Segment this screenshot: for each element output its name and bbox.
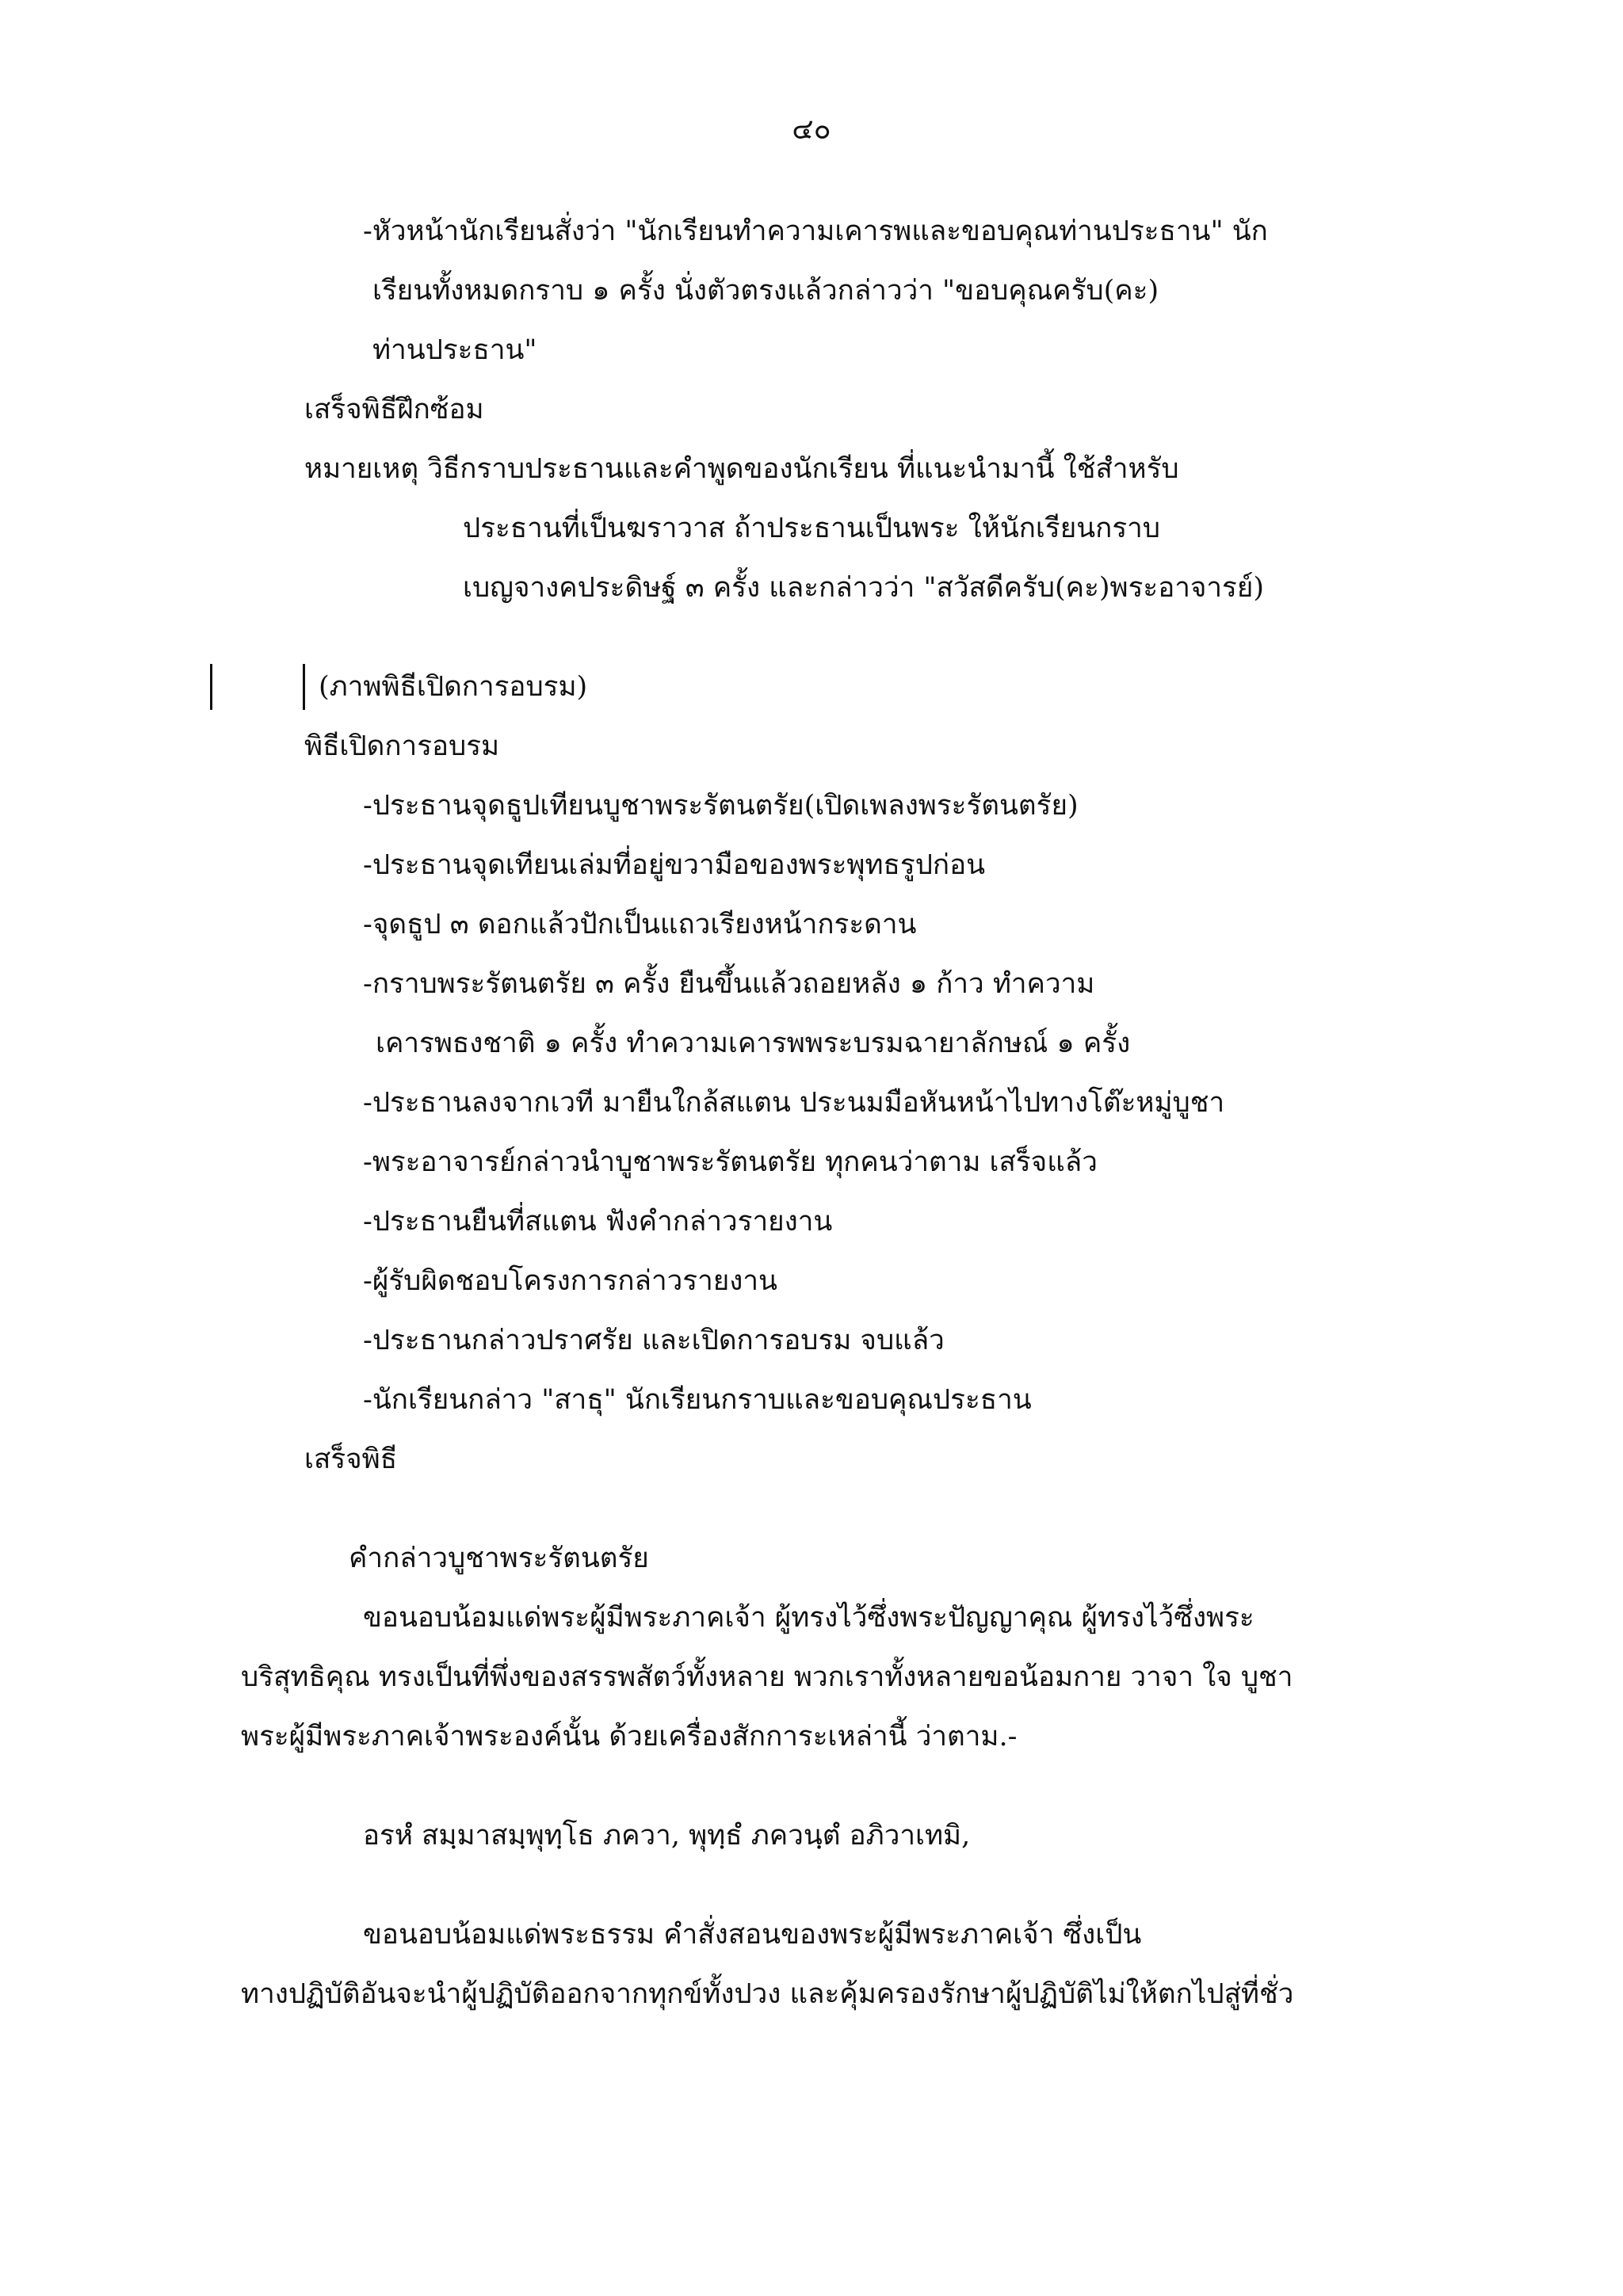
text-line: ประธานที่เป็นฆราวาส ถ้าประธานเป็นพระ ให้นักเรียนกราบ (463, 513, 1160, 544)
text-line: เสร็จพิธี (304, 1444, 398, 1475)
text-line: -ประธานจุดธูปเทียนบูชาพระรัตนตรัย(เปิดเพลงพระรัตนตรัย) (363, 790, 1079, 822)
text-line: บริสุทธิคุณ ทรงเป็นที่พึ่งของสรรพสัตว์ทั้งหลาย พวกเราทั้งหลายขอน้อมกาย วาจา ใจ บูชา (241, 1661, 1293, 1693)
text-line: -จุดธูป ๓ ดอกแล้วปักเป็นแถวเรียงหน้ากระดาน (363, 909, 917, 940)
text-line: เรียนทั้งหมดกราบ ๑ ครั้ง นั่งตัวตรงแล้วกล่าวว่า "ขอบคุณครับ(คะ) (372, 275, 1159, 307)
text-line: -ประธานยืนที่สแตน ฟังคำกล่าวรายงาน (363, 1206, 833, 1238)
text-line: ขอนอบน้อมแด่พระธรรม คำสั่งสอนของพระผู้มีพระภาคเจ้า ซึ่งเป็น (363, 1919, 1142, 1951)
section-heading: พิธีเปิดการอบรม (304, 730, 500, 762)
pali-verse: อรหํ สมฺมาสมฺพุทฺโธ ภควา, พุทฺธํ ภควนฺตํ อภิวาเทมิ, (363, 1820, 971, 1852)
image-caption: (ภาพพิธีเปิดการอบรม) (319, 671, 588, 703)
text-line: ท่านประธาน" (372, 334, 537, 366)
text-line: ทางปฏิบัติอันจะนำผู้ปฏิบัติออกจากทุกข์ทั้งปวง และคุ้มครองรักษาผู้ปฏิบัติไม่ให้ตกไปสู่ที่ชั่ว (241, 1978, 1294, 2010)
margin-bar (210, 664, 212, 710)
text-line: -ผู้รับผิดชอบโครงการกล่าวรายงาน (363, 1265, 777, 1297)
margin-bar (303, 664, 305, 710)
text-line: เบญจางคประดิษฐ์ ๓ ครั้ง และกล่าวว่า "สวัสดีครับ(คะ)พระอาจารย์) (463, 572, 1265, 604)
text-line: -หัวหน้านักเรียนสั่งว่า "นักเรียนทำความเคารพและขอบคุณท่านประธาน" นัก (363, 215, 1268, 247)
text-line: พระผู้มีพระภาคเจ้าพระองค์นั้น ด้วยเครื่องสักการะเหล่านี้ ว่าตาม.- (241, 1721, 1018, 1753)
text-line: เสร็จพิธีฝึกซ้อม (304, 394, 484, 425)
text-line: -ประธานจุดเทียนเล่มที่อยู่ขวามือของพระพุทธรูปก่อน (363, 849, 986, 881)
text-line: หมายเหตุ วิธีกราบประธานและคำพูดของนักเรียน ที่แนะนำมานี้ ใช้สำหรับ (304, 453, 1179, 485)
text-line: -นักเรียนกล่าว "สาธุ" นักเรียนกราบและขอบคุณประธาน (363, 1384, 1032, 1416)
page-number: ๔๐ (792, 113, 831, 146)
text-line: -กราบพระรัตนตรัย ๓ ครั้ง ยืนขึ้นแล้วถอยหลัง ๑ ก้าว ทำความ (363, 968, 1095, 1000)
section-heading: คำกล่าวบูชาพระรัตนตรัย (349, 1543, 649, 1574)
text-line: -ประธานลงจากเวที มายืนใกล้สแตน ประนมมือหันหน้าไปทางโต๊ะหมู่บูชา (363, 1087, 1225, 1119)
text-line: เคารพธงชาติ ๑ ครั้ง ทำความเคารพพระบรมฉายาลักษณ์ ๑ ครั้ง (376, 1028, 1131, 1059)
text-line: -ประธานกล่าวปราศรัย และเปิดการอบรม จบแล้ว (363, 1325, 945, 1356)
text-line: ขอนอบน้อมแด่พระผู้มีพระภาคเจ้า ผู้ทรงไว้ซึ่งพระปัญญาคุณ ผู้ทรงไว้ซึ่งพระ (363, 1602, 1254, 1634)
text-line: -พระอาจารย์กล่าวนำบูชาพระรัตนตรัย ทุกคนว่าตาม เสร็จแล้ว (363, 1146, 1098, 1178)
